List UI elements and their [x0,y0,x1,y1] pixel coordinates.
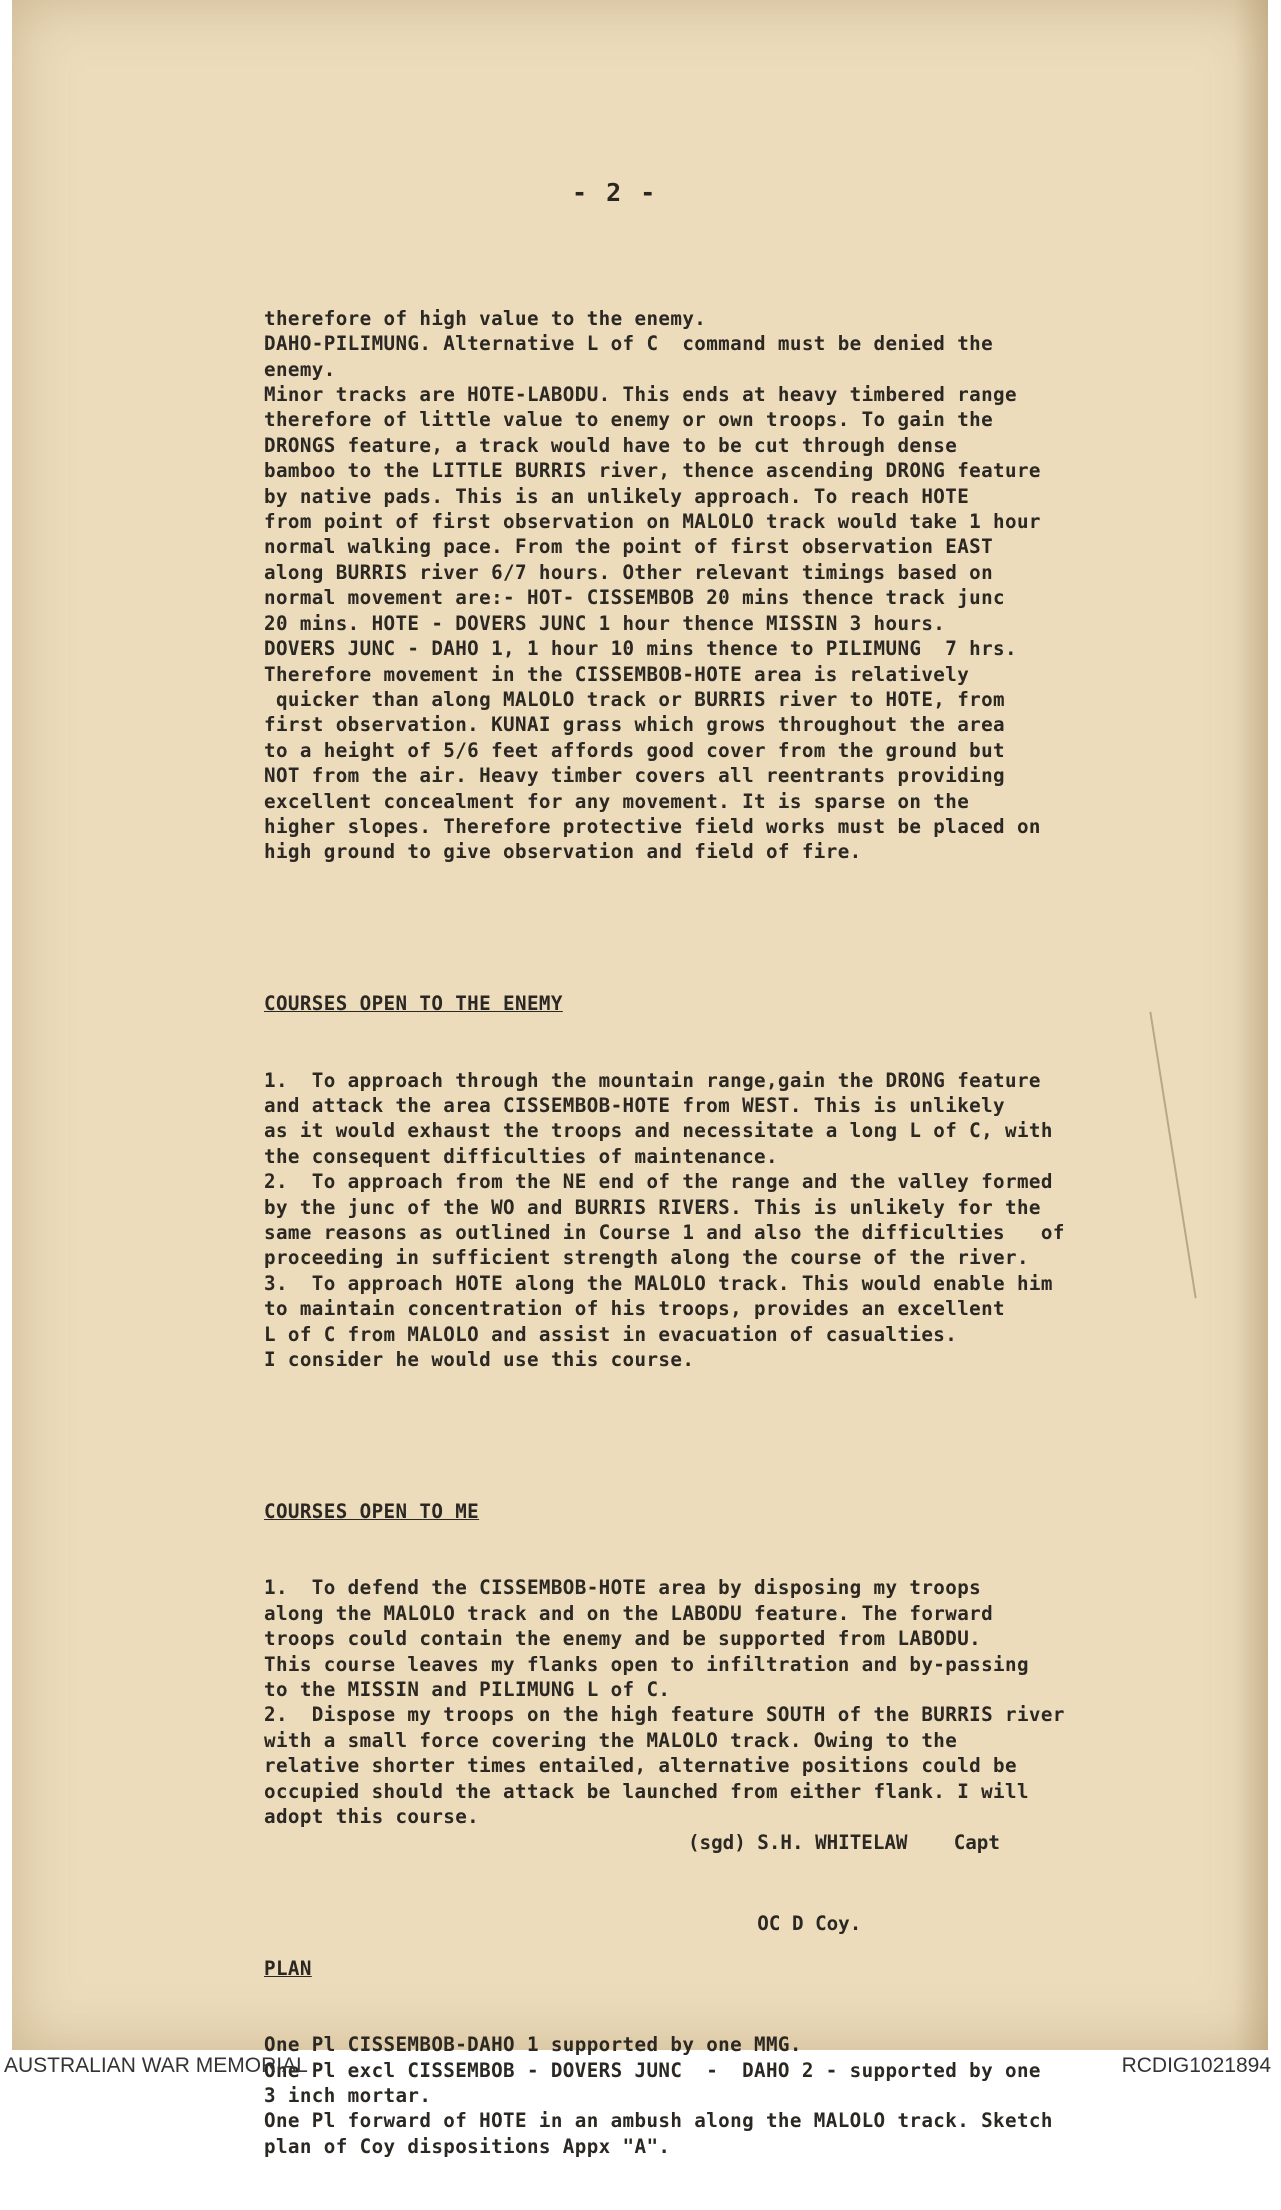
archive-footer [0,2052,1281,2081]
text-line: 1. To defend the CISSEMBOB-HOTE area by disposing my troops [264,1576,982,1600]
text-line: 20 mins. HOTE - DOVERS JUNC 1 hour thence MISSIN 3 hours. [264,611,946,635]
text-line: by native pads. This is an unlikely approach. To reach HOTE [264,484,970,508]
text-line: higher slopes. Therefore protective field works must be placed on [264,814,1041,838]
text-line: 2. Dispose my troops on the high feature SOUTH of the BURRIS river [264,1703,1065,1727]
text-line: as it would exhaust the troops and necessitate a long L of C, with [264,1119,1053,1143]
text-line: to maintain concentration of his troops, provides an excellent [264,1297,1006,1321]
text-line: proceeding in sufficient strength along the course of the river. [264,1246,1029,1270]
text-line: to a height of 5/6 feet affords good cover from the ground but [264,738,1006,762]
text-line: One Pl forward of HOTE in an ambush along the MALOLO track. Sketch [264,2109,1053,2133]
plan-heading: PLAN [264,1957,312,1980]
text-line: from point of first observation on MALOLO track would take 1 hour [264,510,1041,534]
signature-unit: OC D Coy. [688,1912,862,1935]
text-line: 1. To approach through the mountain range,gain the DRONG feature [264,1068,1041,1092]
text-line: NOT from the air. Heavy timber covers all reentrants providing [264,764,1006,788]
text-line: excellent concealment for any movement. It is sparse on the [264,789,970,813]
text-line: first observation. KUNAI grass which grows throughout the area [264,713,1006,737]
text-line: bamboo to the LITTLE BURRIS river, thence ascending DRONG feature [264,459,1041,483]
enemy-courses-paragraph [264,1068,1264,1373]
text-line: DOVERS JUNC - DAHO 1, 1 hour 10 mins thence to PILIMUNG 7 hrs. [264,637,1017,661]
archive-name: AUSTRALIAN WAR MEMORIAL [4,2054,308,2077]
text-line: therefore of little value to enemy or own troops. To gain the [264,408,994,432]
text-line: by the junc of the WO and BURRIS RIVERS. This is unlikely for the [264,1195,1041,1219]
text-line: along the MALOLO track and on the LABODU feature. The forward [264,1601,994,1625]
text-line: same reasons as outlined in Course 1 and also the difficulties of [264,1221,1065,1245]
text-line: quicker than along MALOLO track or BURRIS river to HOTE, from [264,687,1006,711]
text-line: normal walking pace. From the point of first observation EAST [264,535,994,559]
text-line: Therefore movement in the CISSEMBOB-HOTE area is relatively [264,662,970,686]
text-line: One Pl excl CISSEMBOB - DOVERS JUNC - DAHO 2 - supported by one [264,2058,1041,2082]
text-line: L of C from MALOLO and assist in evacuation of casualties. [264,1322,958,1346]
signature-name: (sgd) S.H. WHITELAW Capt [688,1831,1000,1854]
own-courses-heading: COURSES OPEN TO ME [264,1500,480,1524]
text-line: high ground to give observation and field of fire. [264,840,862,864]
signature-block [688,1775,1000,1991]
intro-paragraph [264,306,1264,865]
text-line: normal movement are:- HOT- CISSEMBOB 20 mins thence track junc [264,586,1006,610]
text-line: 3 inch mortar. [264,2084,432,2108]
text-line: troops could contain the enemy and be supported from LABODU. [264,1627,982,1651]
text-line: Minor tracks are HOTE-LABODU. This ends at heavy timbered range [264,383,1017,407]
text-line: plan of Coy dispositions Appx "A". [264,2134,671,2158]
text-line: along BURRIS river 6/7 hours. Other relevant timings based on [264,560,994,584]
text-line: adopt this course. [264,1804,480,1828]
text-line: 2. To approach from the NE end of the range and the valley formed [264,1170,1053,1194]
archive-reference: RCDIG1021894 [1121,2054,1271,2077]
enemy-courses-heading: COURSES OPEN TO THE ENEMY [264,992,563,1016]
text-line: and attack the area CISSEMBOB-HOTE from WEST. This is unlikely [264,1094,1006,1117]
text-line: DAHO-PILIMUNG. Alternative L of C command must be denied the [264,332,994,356]
text-line: This course leaves my flanks open to infiltration and by-passing [264,1652,1029,1676]
text-line: One Pl CISSEMBOB-DAHO 1 supported by one MMG. [264,2033,802,2057]
text-line: the consequent difficulties of maintenance. [264,1144,778,1168]
text-line: 3. To approach HOTE along the MALOLO track. This would enable him [264,1271,1053,1295]
text-line: enemy. [264,357,336,381]
text-line: relative shorter times entailed, alternative positions could be [264,1754,1017,1778]
text-line: to the MISSIN and PILIMUNG L of C. [264,1677,671,1701]
text-line: with a small force covering the MALOLO track. Owing to the [264,1728,958,1752]
text-line: I consider he would use this course. [264,1348,695,1372]
page-number: - 2 - [572,178,658,207]
text-line: occupied should the attack be launched from either flank. I will [264,1779,1029,1803]
text-line: therefore of high value to the enemy. [264,306,707,330]
text-line: DRONGS feature, a track would have to be cut through dense [264,433,958,457]
